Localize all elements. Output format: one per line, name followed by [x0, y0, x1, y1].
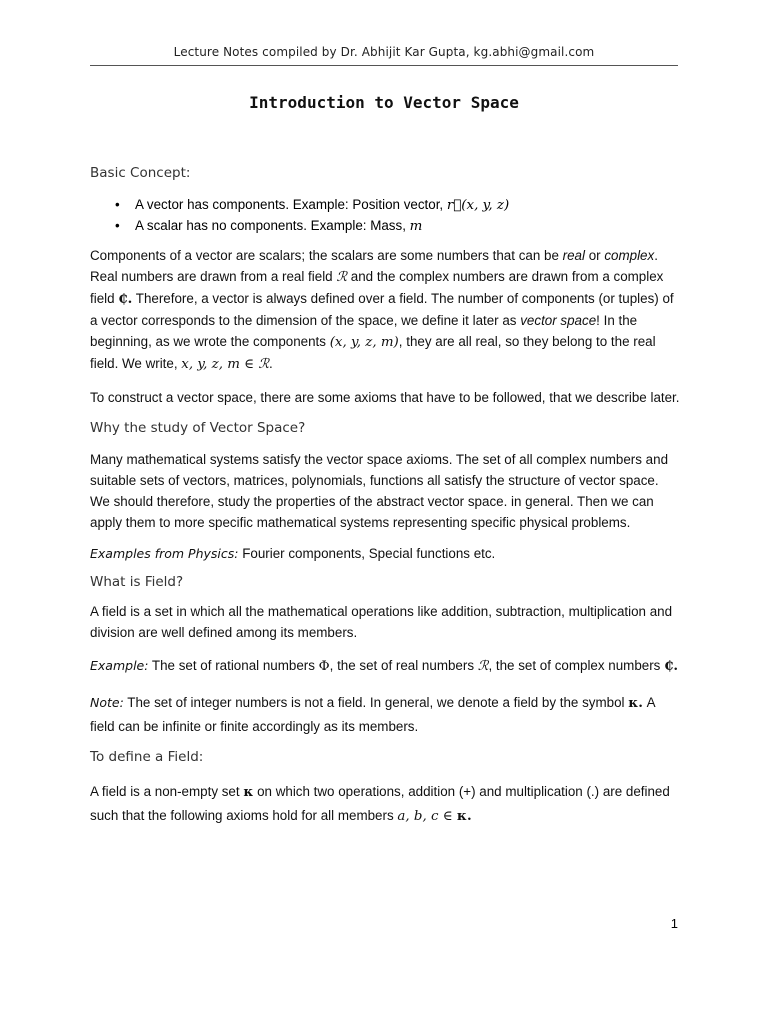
label-example: Example:	[90, 658, 149, 673]
page-title: Introduction to Vector Space	[249, 93, 519, 112]
heading-why-vector-space: Why the study of Vector Space?	[90, 420, 306, 436]
paragraph-why: Many mathematical systems satisfy the vector space axioms. The set of all complex numbers and suitable sets of vectors, matrices, polynomials, functions all satisfy the structure of vector space. We should therefore, study the properties of the abstract vector space. in general. Then we can apply them to more specific mathematical systems representing specific physical problems.	[90, 452, 669, 530]
paragraph-examples-physics: Examples from Physics: Fourier components, Special functions etc.	[90, 546, 496, 561]
label-examples-physics: Examples from Physics:	[90, 546, 239, 561]
basic-concept-list	[90, 195, 680, 237]
paragraph-components: Components of a vector are scalars; the scalars are some numbers that can be real or complex. Real numbers are drawn from a real field ℛ and the complex numbers are drawn from a complex field ₵. Therefore, a vector is always defined over a field. The number of components (or tuples) of a vector corresponds to the dimension of the space, we define it later as vector space! In the beginning, as we wrote the components (x, y, z, m), they are all real, so they belong to the real field. We write, x, y, z, m ∈ ℛ.	[90, 248, 674, 372]
list-item: • A scalar has no components. Example: Mass, m	[115, 218, 423, 234]
paragraph-define-field: A field is a non-empty set κ on which two operations, addition (+) and multiplication (.) are defined such that the following axioms hold for all members a, b, c ∈ κ.	[90, 784, 670, 824]
mass-math: m	[409, 219, 423, 234]
page-header: Lecture Notes compiled by Dr. Abhijit Kar Gupta, kg.abhi@gmail.com	[173, 45, 595, 59]
paragraph-example: Example: The set of rational numbers Φ, the set of real numbers ℛ, the set of complex numbers ₵.	[90, 658, 679, 674]
paragraph-field-definition: A field is a set in which all the mathematical operations like addition, subtraction, multiplication and division are well defined among its members.	[90, 604, 673, 640]
bullet-icon: •	[115, 218, 120, 233]
list-item: • A vector has components. Example: Position vector, r⃗(x, y, z)	[115, 197, 510, 213]
position-vector-math: r⃗(x, y, z)	[446, 198, 510, 213]
paragraph-note: Note: The set of integer numbers is not a field. In general, we denote a field by the symbol κ. A field can be infinite or finite accordingly as its members.	[90, 695, 655, 734]
heading-what-is-field: What is Field?	[90, 574, 184, 590]
page-number: 1	[670, 916, 678, 931]
bullet-icon: •	[115, 197, 120, 212]
label-note: Note:	[90, 695, 124, 710]
heading-define-field: To define a Field:	[90, 749, 204, 765]
main-content	[90, 160, 680, 828]
paragraph-axioms: To construct a vector space, there are some axioms that have to be followed, that we describe later.	[90, 390, 680, 405]
heading-basic-concept: Basic Concept:	[90, 165, 191, 181]
header-divider	[90, 65, 678, 66]
